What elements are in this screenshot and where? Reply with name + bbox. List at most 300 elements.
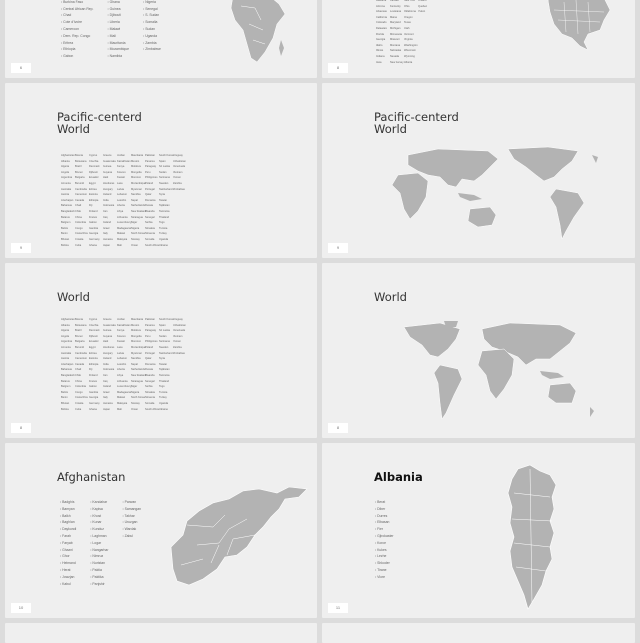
list-item: Paraguay xyxy=(145,165,157,169)
list-item: Russia xyxy=(145,204,153,208)
list-item: Slovakia xyxy=(145,390,155,394)
list-item: Brunei xyxy=(75,334,83,338)
slide-next-right[interactable] xyxy=(322,623,635,643)
list-item: Cyprus xyxy=(89,154,98,157)
list-item: Haiti xyxy=(103,340,109,344)
list-item: Croatia xyxy=(75,401,84,405)
list-item: Lesotho xyxy=(117,198,127,202)
list-item: • Guinea xyxy=(107,6,129,13)
list-item: Brazil xyxy=(75,329,82,333)
slide-title: Albania xyxy=(374,470,423,484)
list-item: • Sudan xyxy=(143,26,161,33)
list-item: Senegal xyxy=(145,379,155,383)
list-item: Rwanda xyxy=(145,373,155,377)
list-item: Illinois xyxy=(376,49,384,53)
list-item: Netherlands xyxy=(131,368,145,372)
list-item: Paraguay xyxy=(145,329,157,333)
list-item: Zimbabwe xyxy=(173,187,185,191)
list-item: • Helmand xyxy=(60,560,76,567)
pacific-country-list xyxy=(61,153,187,248)
slide-number: 6 xyxy=(11,63,31,73)
list-item: Iraq xyxy=(103,215,108,219)
list-column xyxy=(145,153,159,248)
list-item: Indonesia xyxy=(103,204,115,208)
list-column xyxy=(61,317,75,412)
slide-albania[interactable] xyxy=(322,443,635,618)
list-item: • Gjirokaster xyxy=(375,533,394,540)
list-item: Ohio xyxy=(404,4,410,8)
slide-africa[interactable] xyxy=(5,0,317,78)
list-item: Eritrea xyxy=(89,187,97,191)
list-item: Benin xyxy=(61,396,68,400)
list-item: • Panjshir xyxy=(90,581,108,588)
list-item: Fiji xyxy=(89,204,93,208)
list-item: Bulgaria xyxy=(75,176,85,180)
list-item: Cambodia xyxy=(75,187,87,191)
list-item: Ontario xyxy=(418,0,427,2)
list-item: Tanzania xyxy=(159,373,170,377)
list-item: Cameroon xyxy=(75,193,88,197)
list-item: Utah xyxy=(404,26,410,30)
list-column xyxy=(61,153,75,248)
list-item: Chile xyxy=(75,209,81,213)
list-item: France xyxy=(89,215,98,219)
list-item: Georgia xyxy=(89,396,99,400)
list-item: Lithuania xyxy=(117,215,128,219)
list-item: Greece xyxy=(103,154,112,157)
list-item: Nigeria xyxy=(131,226,140,230)
list-item: • Uruzgan xyxy=(122,519,141,526)
list-item: • Mauritania xyxy=(107,40,129,47)
list-item: • Ghazni xyxy=(60,547,76,554)
list-item: Bangladesh xyxy=(61,209,75,213)
list-column xyxy=(143,0,161,60)
list-item: • Ghana xyxy=(107,0,129,6)
list-item: • Nuristan xyxy=(90,560,108,567)
slide-world-map[interactable] xyxy=(322,263,635,438)
list-item: Switzerland xyxy=(159,187,173,191)
list-item: Chad xyxy=(75,368,82,372)
list-item: Nigeria xyxy=(131,390,140,394)
list-item: Guatemala xyxy=(103,159,116,163)
list-item: South Korea xyxy=(159,318,174,321)
africa-map xyxy=(227,0,287,65)
list-item: Argentina xyxy=(61,176,73,180)
list-item: Kosovo xyxy=(117,334,126,338)
list-item: Colorado xyxy=(376,21,387,25)
list-item: Burundi xyxy=(75,345,84,349)
list-item: Panama xyxy=(145,323,155,327)
list-item: Taiwan xyxy=(159,198,168,202)
list-item: Thailand xyxy=(159,379,169,383)
list-item: Spain xyxy=(159,323,166,327)
slide-title: World xyxy=(374,290,407,304)
list-item: Iraq xyxy=(103,379,108,383)
list-item: China xyxy=(75,379,82,383)
list-item: Afghanistan xyxy=(61,318,75,321)
list-item: Hungary xyxy=(103,351,113,355)
list-item: Kosovo xyxy=(117,170,126,174)
list-item: Ethiopia xyxy=(89,362,99,366)
list-item: Ghana xyxy=(89,407,97,411)
list-item: Namibia xyxy=(131,357,141,361)
list-item: • Mali xyxy=(107,33,129,40)
list-item: Switzerland xyxy=(159,351,173,355)
list-item: Uganda xyxy=(159,237,169,241)
north-america-map xyxy=(544,0,614,56)
list-item: • Farah xyxy=(60,533,76,540)
list-column xyxy=(89,153,103,248)
list-item: South Africa xyxy=(145,407,159,411)
list-item: Zimbabwe xyxy=(173,351,185,355)
list-item: Cuba xyxy=(75,407,82,411)
list-item: Tunisia xyxy=(159,390,168,394)
list-item: Moldova xyxy=(131,329,141,333)
list-item: Mozambique xyxy=(131,345,146,349)
list-item: • Shkoder xyxy=(375,560,394,567)
list-item: Togo xyxy=(159,385,165,389)
list-item: Guinea xyxy=(103,329,112,333)
list-item: Somalia xyxy=(145,401,155,405)
slide-number: 8 xyxy=(11,423,31,433)
list-item: Uzbekistan xyxy=(173,323,186,327)
list-item: Israel xyxy=(103,226,110,230)
list-item: Nepal xyxy=(131,362,138,366)
list-item: • Zambia xyxy=(143,40,161,47)
list-item: Botswana xyxy=(75,159,87,163)
list-item: Costa Rica xyxy=(75,232,88,236)
list-item: Oklahoma xyxy=(404,10,416,14)
albania-county-list xyxy=(375,499,408,581)
list-item: Luxembourg xyxy=(117,221,132,225)
list-item: Venezuela xyxy=(173,165,186,169)
list-item: Liberia xyxy=(117,368,125,372)
list-item: Uganda xyxy=(159,401,169,405)
list-item: Luxembourg xyxy=(117,385,132,389)
list-item: Australia xyxy=(61,187,72,191)
list-item: Ethiopia xyxy=(89,198,99,202)
list-item: Zambia xyxy=(173,345,182,349)
list-item: Vermont xyxy=(404,32,414,36)
list-item: Suriname xyxy=(159,176,171,180)
list-item: Armenia xyxy=(61,345,71,349)
list-item: Maine xyxy=(390,15,398,19)
list-item: Turkey xyxy=(159,232,167,236)
list-item: India xyxy=(103,198,109,202)
list-item: Mali xyxy=(117,407,122,411)
list-item: Sweden xyxy=(159,345,169,349)
list-item: Romania xyxy=(145,362,156,366)
list-column xyxy=(89,317,103,412)
list-column xyxy=(131,317,145,412)
list-item: Belize xyxy=(61,226,69,230)
list-item: Mozambique xyxy=(131,181,146,185)
list-item: Pakistan xyxy=(145,154,155,157)
list-item: Egypt xyxy=(89,181,96,185)
list-item: Guinea xyxy=(103,165,112,169)
list-item: Mexico xyxy=(131,159,140,163)
list-item: Ukraine xyxy=(159,243,168,247)
list-item: Myanmar xyxy=(131,187,142,191)
list-item: Laos xyxy=(117,181,123,185)
list-column xyxy=(390,0,404,65)
list-item: Namibia xyxy=(131,193,141,197)
list-item: • Kandahar xyxy=(90,499,108,506)
list-item: Missouri xyxy=(390,38,400,42)
list-item: Czechia xyxy=(89,323,99,327)
list-item: • Nigeria xyxy=(143,0,161,6)
list-item: Lebanon xyxy=(117,193,128,197)
list-item: Jamaica xyxy=(103,401,113,405)
list-item: Senegal xyxy=(145,215,155,219)
list-item: Iran xyxy=(103,209,108,213)
list-item: • Korce xyxy=(375,540,394,547)
list-item: Canada xyxy=(75,362,85,366)
list-item: Texas xyxy=(404,21,411,25)
list-item: Malawi xyxy=(117,396,126,400)
list-item: Belgium xyxy=(61,385,71,389)
list-item: • Dem. Rep. Congo xyxy=(61,33,93,40)
list-item: • Central African Rep. xyxy=(61,6,93,13)
list-item: Czechia xyxy=(89,159,99,163)
list-item: Slovakia xyxy=(145,226,155,230)
list-item: • Kunduz xyxy=(90,526,108,533)
list-item: Belize xyxy=(61,390,69,394)
list-item: Germany xyxy=(89,401,100,405)
list-item: Australia xyxy=(61,351,72,355)
list-item: • Faryab xyxy=(60,540,76,547)
list-item: Iceland xyxy=(103,357,112,361)
list-item: Chile xyxy=(75,373,81,377)
list-item: Bulgaria xyxy=(75,340,85,344)
albania-map xyxy=(504,463,560,611)
list-item: Qatar xyxy=(145,357,152,361)
list-item: Quebec xyxy=(418,4,428,8)
world-country-list xyxy=(61,317,187,412)
list-item: • Wardak xyxy=(122,526,141,533)
list-item: • Daykundi xyxy=(60,526,76,533)
list-item: South Africa xyxy=(145,243,159,247)
list-item: Ghana xyxy=(89,243,97,247)
list-item: Nicaragua xyxy=(131,215,143,219)
list-item: Montana xyxy=(390,43,401,47)
list-item: • Herat xyxy=(60,567,76,574)
list-item: Panama xyxy=(145,159,155,163)
list-item: Syria xyxy=(159,193,165,197)
list-item: Malaysia xyxy=(117,237,128,241)
list-item: Iowa xyxy=(376,60,382,64)
list-item: Sudan xyxy=(159,170,167,174)
list-column xyxy=(404,0,418,65)
list-item: Bolivia xyxy=(61,407,69,411)
list-item: Vietnam xyxy=(173,170,183,174)
list-item: Benin xyxy=(61,232,68,236)
list-item: • Zabul xyxy=(122,533,141,540)
list-item: • Cameroon xyxy=(61,26,93,33)
list-item: Kansas xyxy=(390,0,399,2)
list-item: Qatar xyxy=(145,193,152,197)
list-item: Brunei xyxy=(75,170,83,174)
list-item: Brazil xyxy=(75,165,82,169)
slide-next-left[interactable] xyxy=(5,623,317,643)
list-item: Hungary xyxy=(103,187,113,191)
list-item: Nebraska xyxy=(390,49,402,53)
afghanistan-map xyxy=(167,485,313,589)
world-map xyxy=(400,319,606,423)
list-item: Honduras xyxy=(103,345,115,349)
list-column xyxy=(131,153,145,248)
list-item: Kazakhstan xyxy=(117,159,131,163)
list-item: Morocco xyxy=(131,340,141,344)
list-item: Wisconsin xyxy=(404,49,416,53)
list-column xyxy=(103,317,117,412)
slide-pacific-map[interactable] xyxy=(322,83,635,258)
list-item: Pakistan xyxy=(145,318,155,321)
list-item: Canada xyxy=(75,198,85,202)
list-item: India xyxy=(103,362,109,366)
na-state-list xyxy=(376,0,432,65)
list-item: • Malawi xyxy=(107,26,129,33)
list-column xyxy=(75,153,89,248)
list-item: • Kunar xyxy=(90,519,108,526)
list-item: Portugal xyxy=(145,187,155,191)
list-item: Honduras xyxy=(103,181,115,185)
list-item: • Jowzjan xyxy=(60,574,76,581)
list-item: Oman xyxy=(131,243,139,247)
list-column xyxy=(173,153,187,248)
list-item: Alberta xyxy=(404,60,413,64)
list-item: • Kabul xyxy=(60,581,76,588)
list-item: Oman xyxy=(131,407,139,411)
list-item: Rwanda xyxy=(145,209,155,213)
list-item: Michigan xyxy=(390,26,401,30)
list-item: Italy xyxy=(103,396,108,400)
slide-number: 11 xyxy=(328,603,348,613)
list-item: Louisiana xyxy=(390,10,402,14)
list-column xyxy=(107,0,129,60)
list-item: • Balkh xyxy=(60,513,76,520)
list-item: Arizona xyxy=(376,4,385,8)
list-column xyxy=(159,317,173,412)
list-item: Ecuador xyxy=(89,340,99,344)
list-item: California xyxy=(376,15,387,19)
list-item: • Nimruz xyxy=(90,553,108,560)
list-item: Armenia xyxy=(61,181,71,185)
list-item: North Korea xyxy=(131,232,145,236)
list-item: Malaysia xyxy=(117,401,128,405)
slide-number: 9 xyxy=(11,243,31,253)
list-item: Burundi xyxy=(75,181,84,185)
list-item: • Nangarhar xyxy=(90,547,108,554)
list-item: New Zealand xyxy=(131,373,147,377)
list-column xyxy=(117,317,131,412)
list-item: Kentucky xyxy=(390,4,401,8)
list-item: Bhutan xyxy=(61,401,70,405)
list-item: Bosnia xyxy=(75,154,83,157)
list-item: • Baghlan xyxy=(60,519,76,526)
list-item: • Uganda xyxy=(143,33,161,40)
list-item: Norway xyxy=(131,237,140,241)
list-item: Norway xyxy=(131,401,140,405)
list-item: Uzbekistan xyxy=(173,159,186,163)
list-item: Guyana xyxy=(103,170,113,174)
list-item: Sudan xyxy=(159,334,167,338)
list-item: Malawi xyxy=(117,232,126,236)
afghanistan-province-list xyxy=(60,499,155,587)
list-item: Lebanon xyxy=(117,357,128,361)
list-item: Niger xyxy=(131,385,138,389)
list-column xyxy=(61,0,93,60)
list-item: Peru xyxy=(145,170,151,174)
list-item: Kuwait xyxy=(117,176,125,180)
list-item: Jordan xyxy=(117,154,125,157)
pacific-world-map xyxy=(378,145,600,243)
list-item: Cameroon xyxy=(75,357,88,361)
list-item: Yemen xyxy=(173,340,181,344)
list-item: Argentina xyxy=(61,340,73,344)
list-item: Togo xyxy=(159,221,165,225)
list-item: • Berat xyxy=(375,499,394,506)
list-item: • Elbasan xyxy=(375,519,394,526)
list-item: • Ethiopia xyxy=(61,46,93,53)
list-item: Somalia xyxy=(145,237,155,241)
slide-world-list[interactable] xyxy=(5,263,317,438)
slide-number: 8 xyxy=(328,423,348,433)
list-item: Cuba xyxy=(75,243,82,247)
list-item: Venezuela xyxy=(173,329,186,333)
list-item: Egypt xyxy=(89,345,96,349)
list-item: • Lezhe xyxy=(375,553,394,560)
list-item: Libya xyxy=(117,209,124,213)
list-item: • Chad xyxy=(61,12,93,19)
slide-pacific-list[interactable] xyxy=(5,83,317,258)
list-item: • Paktia xyxy=(90,567,108,574)
list-item: Romania xyxy=(145,198,156,202)
list-item: • Somalia xyxy=(143,19,161,26)
list-item: Bosnia xyxy=(75,318,83,321)
list-item: Mongolia xyxy=(131,334,142,338)
list-item: Bolivia xyxy=(61,243,69,247)
list-item: Estonia xyxy=(89,357,98,361)
list-item: Croatia xyxy=(75,237,84,241)
list-item: Jamaica xyxy=(103,237,113,241)
list-item: Alabama xyxy=(376,0,387,2)
list-column xyxy=(90,499,108,587)
slide-north-america[interactable] xyxy=(322,0,635,78)
list-item: Angola xyxy=(61,334,70,338)
list-item: Bahamas xyxy=(61,204,72,208)
list-item: Uruguay xyxy=(173,154,183,157)
list-item: • Tirane xyxy=(375,567,394,574)
list-item: Slovenia xyxy=(145,396,155,400)
list-item: Kenya xyxy=(117,165,125,169)
list-item: Nicaragua xyxy=(131,379,143,383)
list-item: • Paktika xyxy=(90,574,108,581)
list-item: • Kapisa xyxy=(90,506,108,513)
list-item: • Badghis xyxy=(60,499,76,506)
list-item: Djibouti xyxy=(89,334,98,338)
list-item: Sri Lanka xyxy=(159,165,170,169)
list-item: Gabon xyxy=(89,385,97,389)
slide-title: World xyxy=(57,290,90,304)
list-item: • Cote d'Ivoire xyxy=(61,19,93,26)
list-item: Angola xyxy=(61,170,70,174)
slide-afghanistan[interactable] xyxy=(5,443,317,618)
list-item: • Laghman xyxy=(90,533,108,540)
list-item: Mexico xyxy=(131,323,140,327)
list-item: Bangladesh xyxy=(61,373,75,377)
list-item: South Korea xyxy=(159,154,174,157)
